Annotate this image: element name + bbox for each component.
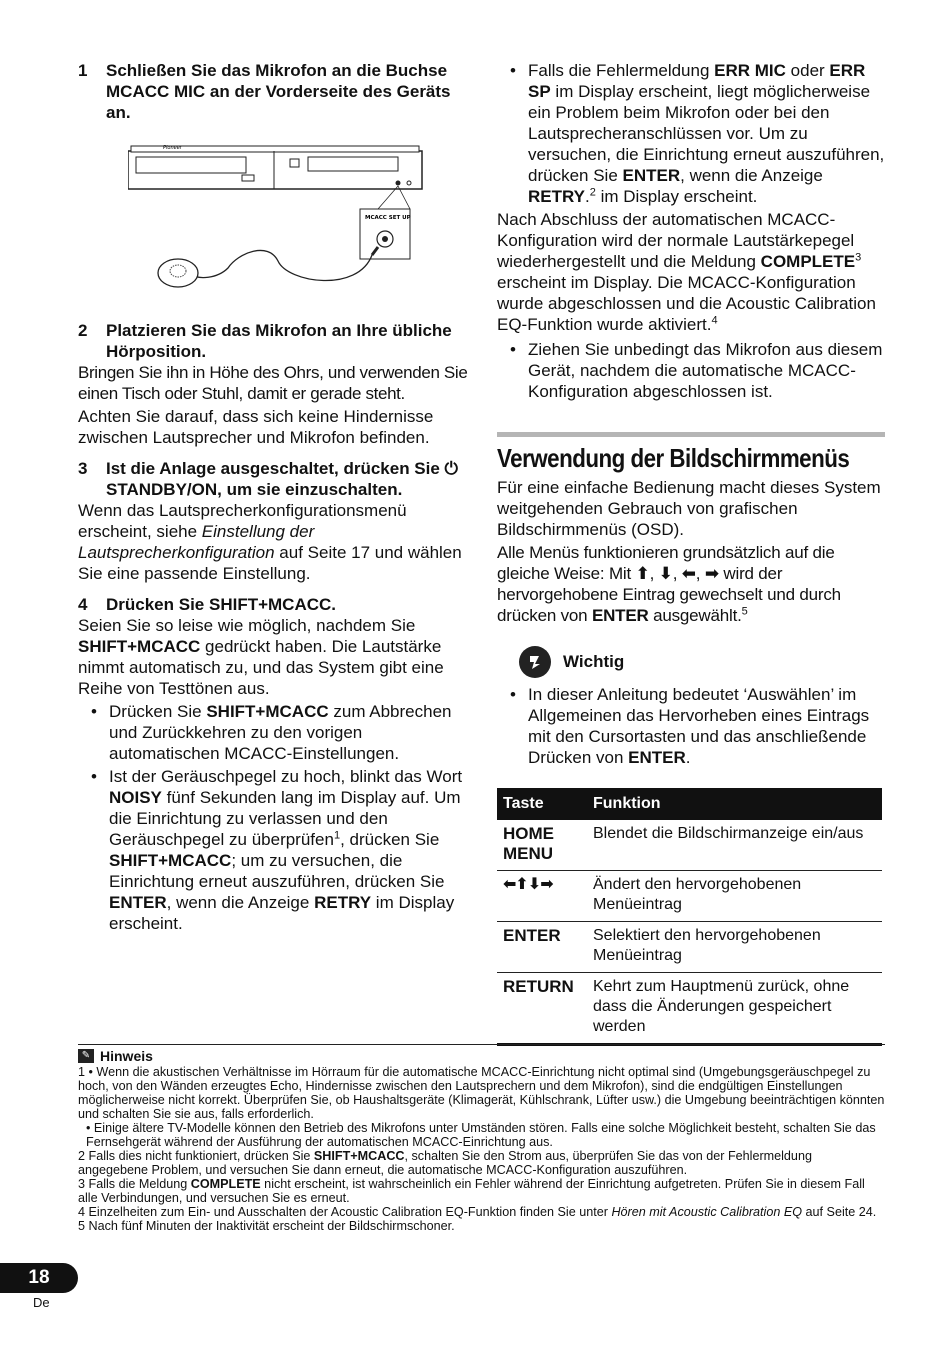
text: 2 Falls dies nicht funktioniert, drücken Sie — [78, 1149, 314, 1163]
arrow-right-icon: ➡ — [704, 564, 719, 583]
arrow-up-icon: ⬆ — [635, 564, 650, 583]
column-header-function: Funktion — [587, 788, 882, 820]
key-cell: HOME MENU — [497, 820, 587, 871]
text: Drücken Sie — [109, 702, 207, 721]
table-row — [497, 922, 882, 973]
text: , schalten Sie den Strom aus, überprüfen Sie das von der Fehlermeldung angegebene Problem, und versuchen Sie dann erneut, die automatische MCACC-Konfiguration auszuführen. — [78, 1149, 812, 1177]
jack-label: MCACC SET UP — [365, 215, 411, 221]
footnote-5: 5 Nach fünf Minuten der Inaktivität erscheint der Bildschirmschoner. — [78, 1219, 455, 1233]
key-name: SHIFT+MCACC — [313, 1149, 405, 1163]
arrow-keys-cell: ⬅⬆⬇➡ — [497, 871, 587, 922]
text: 4 Einzelheiten zum Ein- und Ausschalten der Acoustic Calibration EQ-Funktion finden Sie unter — [78, 1205, 612, 1219]
text: im Display erscheint, liegt möglicherweise ein Problem beim Mikrofon oder bei den Lautsprecheranschlüssen vor. Um zu versuchen, die Einrichtung erneut auszuführen, drücken Sie — [528, 82, 885, 185]
step-number: 2 — [78, 321, 88, 340]
table-row — [497, 871, 882, 922]
text: auf Seite 24. — [802, 1205, 877, 1219]
step-3 — [78, 458, 468, 500]
footnote-4 — [78, 1205, 885, 1219]
important-callout — [497, 646, 885, 678]
text: wird der hervorgehobene Eintrag gewechselt und durch drücken von — [497, 564, 841, 625]
function-cell: Kehrt zum Hauptmenü zurück, ohne dass die Änderungen gespeichert werden — [587, 973, 882, 1045]
key-name: SHIFT+MCACC — [109, 851, 232, 870]
table-row — [497, 820, 882, 871]
display-message: COMPLETE — [760, 252, 856, 271]
text: auf Seite 17 und wählen Sie eine passende Einstellung. — [78, 543, 462, 583]
arrow-down-icon: ⬇ — [658, 564, 673, 583]
text: nicht erscheint, ist wahrscheinlich ein Fehler während der Einrichtung aufgetreten. Prüfen Sie in diesem Fall alle Verbindungen, und versuchen Sie es erneut. — [78, 1177, 865, 1205]
section — [497, 432, 885, 1046]
step-text: Drücken Sie SHIFT+MCACC. — [106, 595, 337, 614]
power-icon: ⏻ — [444, 459, 458, 478]
cross-reference: Einstellung der Lautsprecherkonfiguration — [78, 522, 315, 562]
step-text: Platzieren Sie das Mikrofon an Ihre übliche Hörposition. — [106, 321, 452, 361]
paragraph: Bringen Sie ihn in Höhe des Ohrs, und verwenden Sie einen Tisch oder Stuhl, damit er gerade steht. — [78, 363, 468, 403]
paragraph — [78, 500, 468, 584]
footnote-ref: 4 — [711, 314, 718, 327]
text: ausgewählt. — [648, 606, 742, 625]
brand-label: Pioneer — [163, 145, 182, 151]
key-function-table — [497, 788, 882, 1046]
arrow-left-icon: ⬅ — [681, 564, 696, 583]
right-column — [497, 60, 885, 1046]
bullet-item: • Ziehen Sie unbedingt das Mikrofon aus diesem Gerät, nachdem die automatische MCACC-Konfiguration abgeschlossen ist. — [497, 339, 885, 402]
key-name: SHIFT+MCACC — [206, 702, 329, 721]
cross-reference: Hören mit Acoustic Calibration EQ — [611, 1205, 803, 1219]
text: Falls die Fehlermeldung — [528, 61, 715, 80]
note-header — [78, 1047, 885, 1065]
display-message: ERR MIC — [714, 61, 786, 80]
paragraph: Achten Sie darauf, dass sich keine Hindernisse zwischen Lautsprecher und Mikrofon befinden. — [78, 407, 434, 447]
key-name: ENTER — [109, 893, 167, 912]
paragraph: Für eine einfache Bedienung macht dieses System weitgehenden Gebrauch von grafischen Bildschirmmenüs (OSD). — [497, 478, 881, 539]
paragraph — [78, 615, 468, 699]
key-name: ENTER — [622, 166, 681, 185]
display-message: RETRY — [528, 187, 585, 206]
left-column — [78, 60, 468, 934]
footnote-1b: • Einige ältere TV-Modelle können den Betrieb des Mikrofons unter Umständen stören. Falls eine solche Möglichkeit besteht, schalten Sie das Fernsehgerät während der Ausführung der automatischen MCACC-Einrichtung aus. — [86, 1121, 876, 1149]
receiver-microphone-diagram — [128, 143, 428, 303]
text: Ist der Geräuschpegel zu hoch, blinkt das Wort — [109, 767, 463, 786]
display-message: COMPLETE — [190, 1177, 261, 1191]
footnote-2 — [78, 1149, 885, 1177]
step-text-part: STANDBY/ON, um sie einzuschalten. — [106, 480, 403, 499]
function-cell: Blendet die Bildschirmanzeige ein/aus — [587, 820, 882, 871]
bullet-item — [497, 684, 885, 768]
heading-rule — [497, 432, 885, 437]
step-number: 1 — [78, 61, 88, 80]
text: , drücken Sie — [340, 830, 440, 849]
language-code: De — [33, 1295, 50, 1310]
key-cell: RETURN — [497, 973, 587, 1045]
text: . — [585, 187, 590, 206]
text: im Display erscheint. — [595, 187, 758, 206]
step-number: 3 — [78, 459, 88, 478]
text: Nach Abschluss der automatischen MCACC-Konfiguration wird der normale Lautstärkepegel wiederhergestellt und die Meldung — [497, 210, 855, 271]
footnote-1: 1 • Wenn die akustischen Verhältnisse im Hörraum für die automatische MCACC-Einrichtung nicht optimal sind (Umgebungsgeräuschpegel zu hoch, von den Wänden erzeugtes Echo, Hindernisse zwischen den Lautsprechern und dem Mikrofon), sind die endgültigen Einstellungen möglicherweise nicht korrekt. Überprüfen Sie, ob Haushaltsgeräte (Klimagerät, Kühlschrank, Lüfter usw.) die Umgebung beeinträchtigen könnten und schalten Sie sie aus, falls erforderlich. — [78, 1065, 885, 1121]
footnote-3 — [78, 1177, 885, 1205]
display-message: RETRY — [314, 893, 372, 912]
column-header-key: Taste — [497, 788, 587, 820]
footnote-ref: 2 — [589, 186, 596, 199]
step-2 — [78, 320, 468, 362]
note-title: Hinweis — [100, 1048, 153, 1064]
table-header-row — [497, 788, 882, 820]
key-name: ENTER — [591, 606, 649, 625]
text: oder — [785, 61, 830, 80]
section-heading: Verwendung der Bildschirmmenüs — [497, 443, 850, 473]
table-row — [497, 973, 882, 1045]
step-1 — [78, 60, 468, 123]
step-text-part: Ist die Anlage ausgeschaltet, drücken Sie — [106, 459, 445, 478]
text: Alle Menüs funktionieren grundsätzlich auf die gleiche Weise: Mit — [497, 543, 835, 583]
paragraph — [497, 209, 885, 335]
display-message: NOISY — [109, 788, 162, 807]
footnote-ref: 3 — [855, 251, 862, 264]
text: im Display erscheint. — [109, 893, 455, 933]
step-text — [106, 458, 468, 500]
text: , wenn die Anzeige — [166, 893, 315, 912]
key-name: ENTER — [628, 748, 686, 767]
text: gedrückt haben. Die Lautstärke nimmt automatisch zu, und das System gibt eine Reihe von Testtönen aus. — [78, 637, 444, 698]
important-label: Wichtig — [563, 652, 625, 671]
display-message: ERR SP — [528, 61, 866, 101]
text: Wenn das Lautsprecherkonfigurationsmenü erscheint, siehe — [78, 501, 407, 541]
text: In dieser Anleitung bedeutet ‘Auswählen’ im Allgemeinen das Hervorheben eines Eintrags mit den Cursortasten und das anschließende Drücken von — [528, 685, 870, 767]
important-icon — [519, 646, 551, 678]
text: fünf Sekunden lang im Display auf. Um die Einrichtung zu verlassen und den Geräuschpegel zu überprüfen — [109, 788, 461, 849]
step-number: 4 — [78, 595, 88, 614]
text: . — [685, 748, 691, 767]
bullet-item — [78, 701, 468, 764]
key-cell: ENTER — [497, 922, 587, 973]
text: erscheint im Display. Die MCACC-Konfiguration wurde abgeschlossen und die Acoustic Calibration EQ-Funktion wurde aktiviert. — [497, 273, 876, 334]
footnote-ref: 5 — [741, 605, 748, 618]
function-cell: Selektiert den hervorgehobenen Menüeintrag — [587, 922, 882, 973]
notes-section — [78, 1044, 885, 1233]
bullet-item — [78, 766, 468, 934]
text: 3 Falls die Meldung — [78, 1177, 191, 1191]
note-icon: ✎ — [78, 1049, 94, 1063]
step-4 — [78, 594, 468, 615]
function-cell: Ändert den hervorgehobenen Menüeintrag — [587, 871, 882, 922]
device-illustration — [128, 143, 468, 308]
footnote-ref: 1 — [333, 829, 341, 842]
text: Seien Sie so leise wie möglich, nachdem Sie — [78, 616, 416, 635]
bullet-item — [497, 60, 885, 207]
text: zum Abbrechen und Zurückkehren zu den vorigen automatischen MCACC-Einstellungen. — [109, 702, 452, 763]
page-number: 18 — [0, 1263, 78, 1293]
text: , wenn die Anzeige — [680, 166, 823, 185]
step-text: Schließen Sie das Mikrofon an die Buchse MCACC MIC an der Vorderseite des Geräts an. — [106, 61, 451, 122]
key-name: SHIFT+MCACC — [78, 637, 201, 656]
paragraph: Alle Menüs funktionieren grundsätzlich auf die gleiche Weise: Mit ⬆, ⬇, ⬅, ➡ wird der hervorgehobene Eintrag gewechselt und durch drücken von ENTER ausgewählt.$^5$ — [497, 543, 841, 625]
text: ; um zu versuchen, die Einrichtung erneut auszuführen, drücken Sie — [109, 851, 445, 891]
